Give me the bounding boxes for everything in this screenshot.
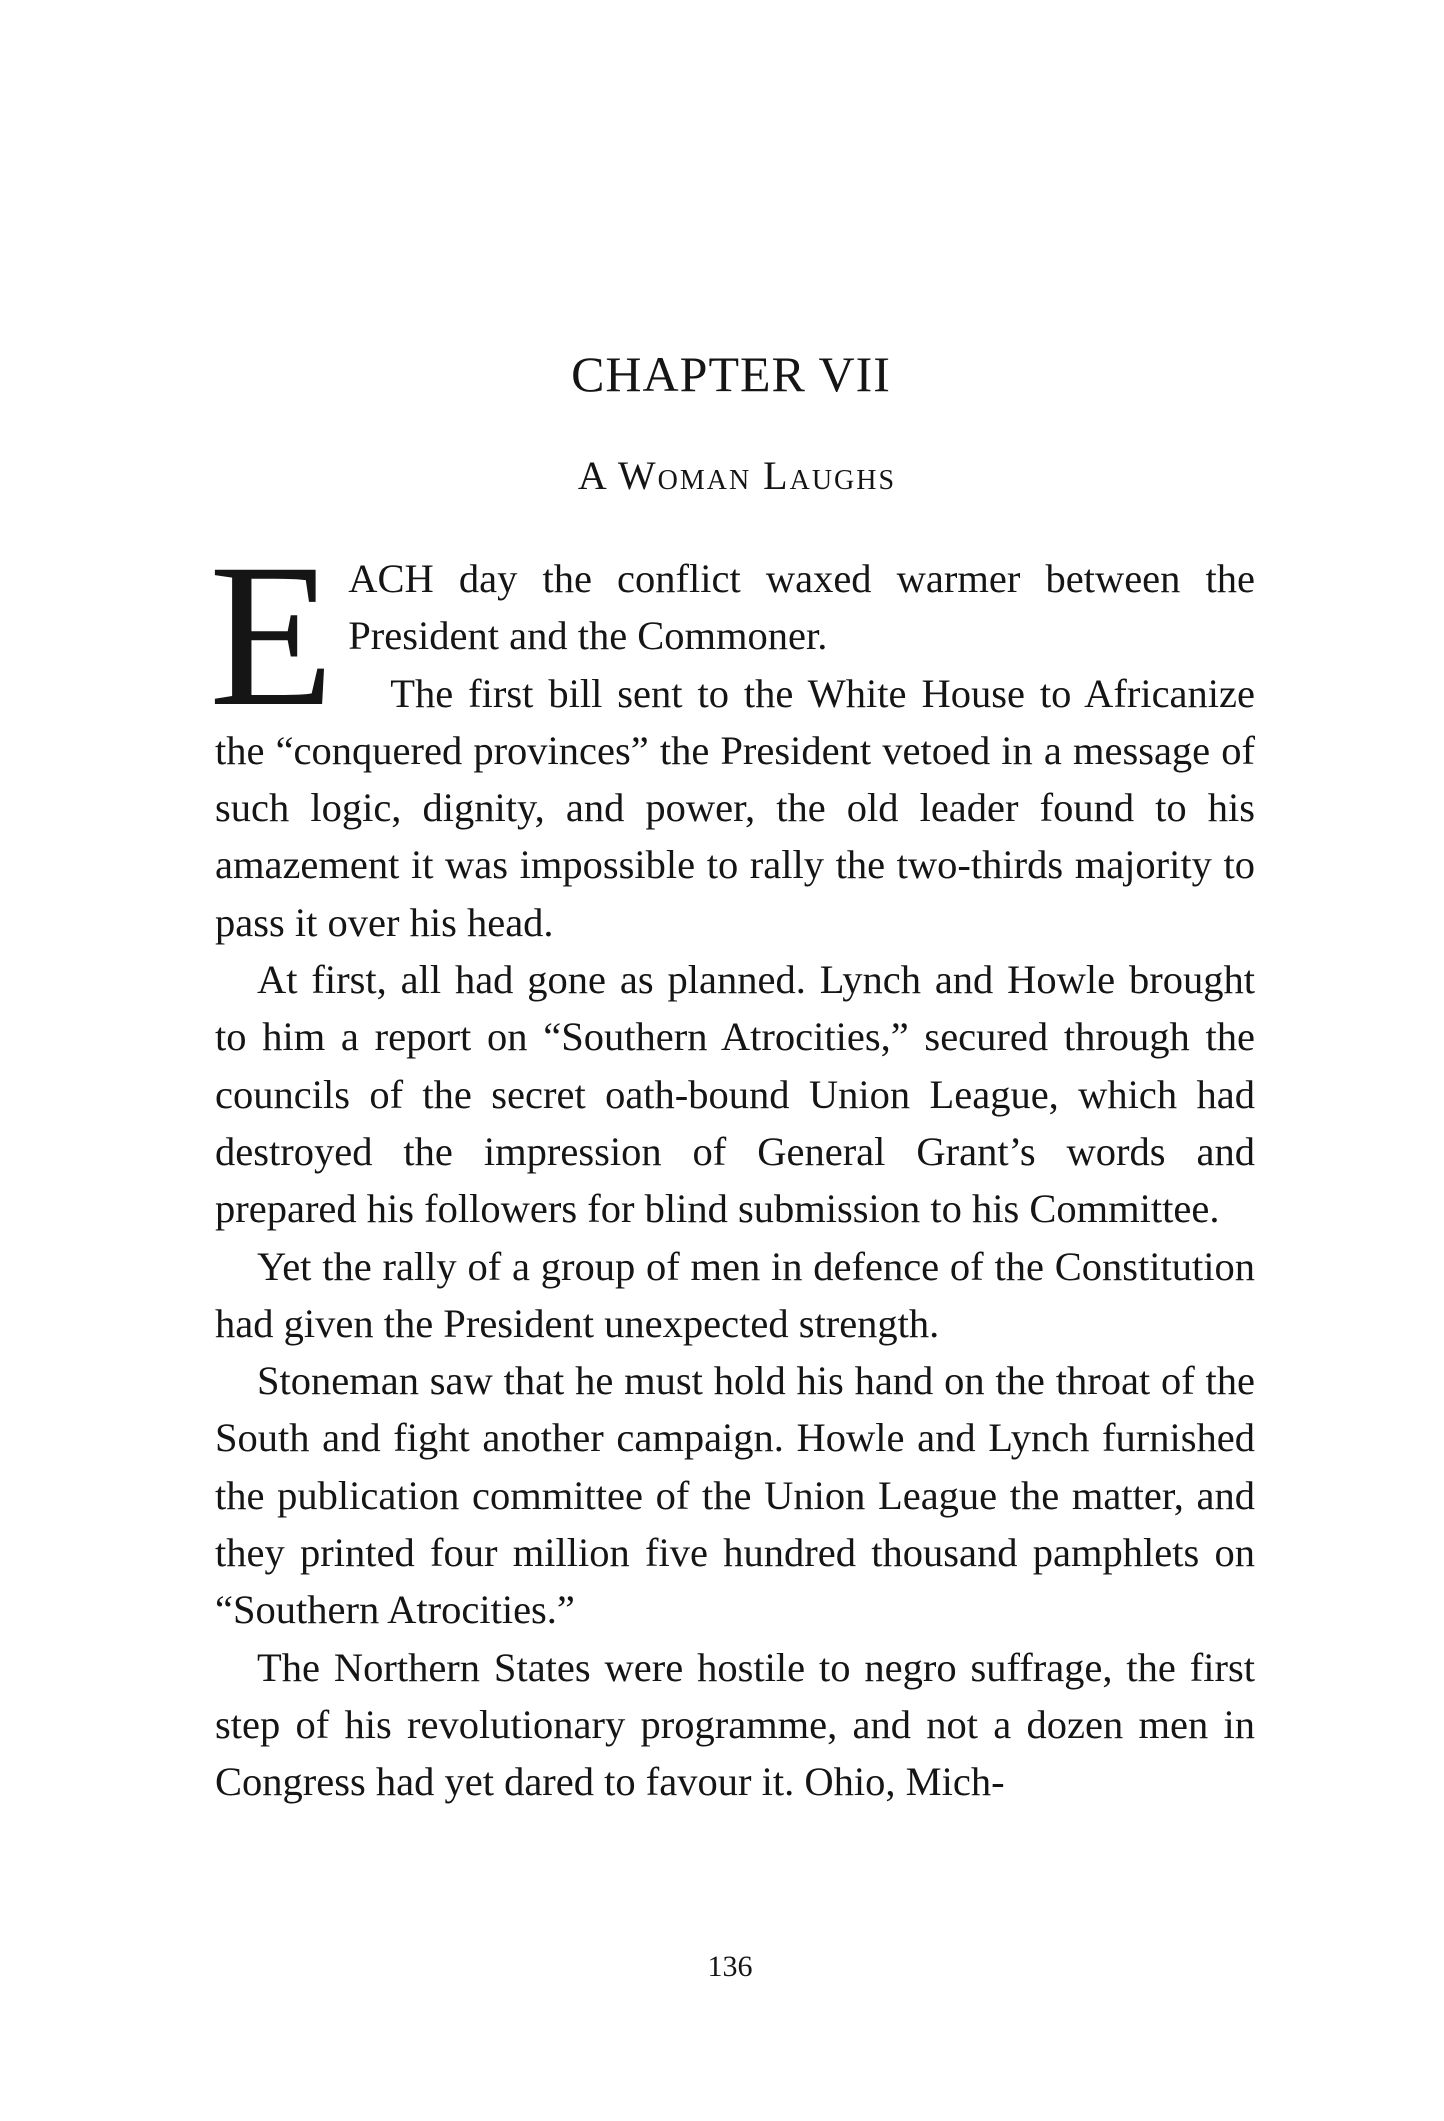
paragraph-text: ACH day the conflict waxed warmer between the President and the Commoner.: [348, 556, 1255, 659]
paragraph: The first bill sent to the White House to Africanize the “conquered provinces” the President vetoed in a message of such logic, dignity, and power, the old leader found to his amazement it was impossible to rally the two-thirds majority to pass it over his head.: [215, 670, 1255, 945]
paragraph: At first, all had gone as planned. Lynch and Howle brought to him a report on “Southern Atrocities,” secured through the councils of the secret oath-bound Union League, which had destroyed the impression of General Grant’s words and prepared his followers for blind submission to his Committee.: [215, 957, 1255, 1232]
chapter-body: [209, 522, 1255, 1811]
drop-cap: E: [209, 522, 335, 749]
paragraph: Yet the rally of a group of men in defence of the Constitution had given the President unexpected strength.: [215, 1243, 1255, 1346]
paragraph: Stoneman saw that he must hold his hand on the throat of the South and fight another campaign. Howle and Lynch furnished the publication committee of the Union League the matter, and they printed four million five hundred thousand pamphlets on “Southern Atrocities.”: [215, 1358, 1255, 1633]
opening-paragraph: [209, 522, 1255, 749]
paragraph: The Northern States were hostile to negro suffrage, the first step of his revolutionary programme, and not a dozen men in Congress had yet dared to favour it. Ohio, Mich-: [215, 1644, 1255, 1805]
page-number: 136: [707, 1950, 753, 1983]
chapter-title: CHAPTER VII: [571, 346, 891, 402]
chapter-subtitle: A Woman Laughs: [577, 453, 897, 498]
